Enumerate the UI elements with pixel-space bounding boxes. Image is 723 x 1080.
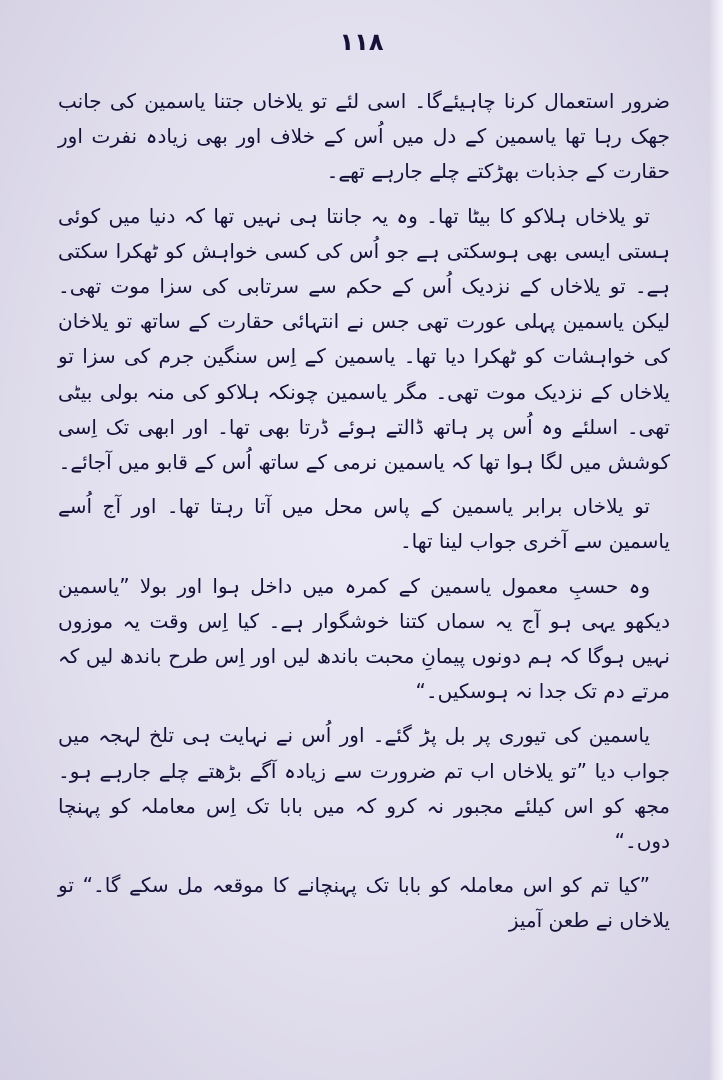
paragraph-3: تو یلاخاں برابر یاسمین کے پاس محل میں آتا رہتا تھا۔ اور آج اُسے یاسمین سے آخری جواب لینا تھا۔	[58, 494, 670, 554]
page-body-text	[58, 84, 670, 948]
paragraph-5: یاسمین کی تیوری پر بل پڑ گئے۔ اور اُس نے نہایت ہی تلخ لہجہ میں جواب دیا ”تو یلاخاں اب تم ضرورت سے زیادہ آگے بڑھتے چلے جارہے ہو۔ مجھ کو اس کیلئے مجبور نہ کرو کہ میں بابا تک اِس معاملہ کو پہنچا دوں۔“	[58, 723, 670, 854]
page-binding-edge	[709, 0, 723, 1080]
paragraph-1: ضرور استعمال کرنا چاہیئےگا۔ اسی لئے تو یلاخاں جتنا یاسمین کی جانب جھک رہا تھا یاسمین کے دل میں اُس کے خلاف اور بھی زیادہ نفرت اور حقارت کے جذبات بھڑکتے چلے جارہے تھے۔	[58, 89, 670, 184]
paragraph-4: وہ حسبِ معمول یاسمین کے کمرہ میں داخل ہوا اور بولا ”یاسمین دیکھو یہی ہو آج یہ سماں کتنا خوشگوار ہے۔ کیا اِس وقت یہ موزوں نہیں ہوگا کہ ہم دونوں پیمانِ محبت باندھ لیں اور اِس طرح باندھ لیں کہ مرتے دم تک جدا نہ ہوسکیں۔“	[58, 573, 670, 704]
paragraph-6: ”کیا تم کو اس معاملہ کو بابا تک پہنچانے کا موقعہ مل سکے گا۔“ تو یلاخاں نے طعن آمیز	[58, 873, 670, 933]
paragraph-2: تو یلاخاں ہلاکو کا بیٹا تھا۔ وہ یہ جانتا ہی نہیں تھا کہ دنیا میں کوئی ہستی ایسی بھی ہوسکتی ہے جو اُس کی کسی خواہش کو ٹھکرا سکتی ہے۔ تو یلاخاں کے نزدیک اُس کے حکم سے سرتابی کی سزا موت تھی۔ لیکن یاسمین پہلی عورت تھی جس نے انتہائی حقارت کے ساتھ تو یلاخان کی خواہشات کو ٹھکرا دیا تھا۔ یاسمین کے اِس سنگین جرم کی سزا تو یلاخاں کے نزدیک موت تھی۔ مگر یاسمین چونکہ ہلاکو کی منہ بولی بیٹی تھی۔ اسلئے وہ اُس پر ہاتھ ڈالتے ہوئے ڈرتا بھی تھا۔ اور ابھی تک اِسی کوشش میں لگا ہوا تھا کہ یاسمین نرمی کے ساتھ اُس کے قابو میں آجائے۔	[58, 203, 670, 475]
page-number: ۱۱۸	[339, 28, 384, 56]
